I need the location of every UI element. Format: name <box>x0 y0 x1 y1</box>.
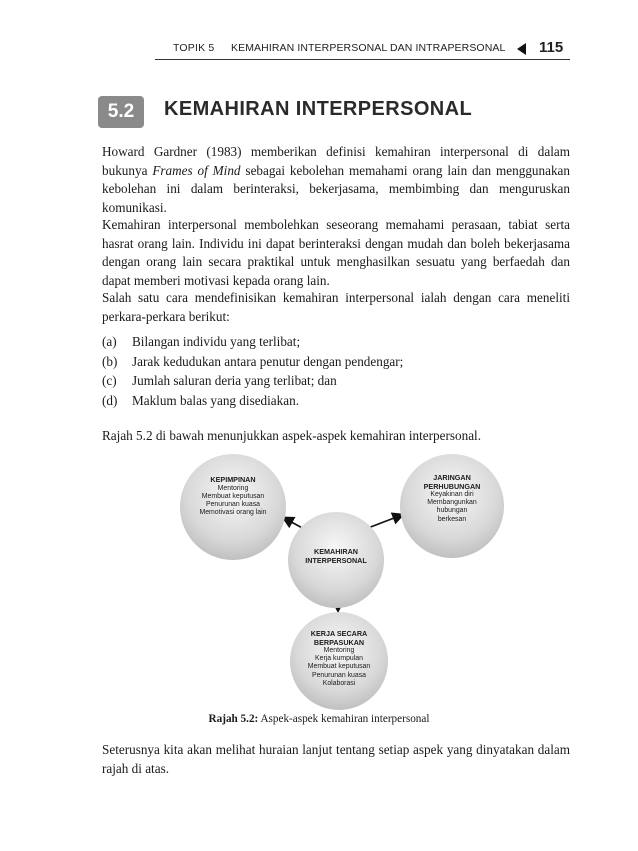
arrow-to-jaringan <box>368 515 402 528</box>
circle-kepimpinan <box>180 454 286 560</box>
circle-item: Membuat keputusan <box>307 663 371 671</box>
circle-title: KEPIMPINAN <box>210 475 256 484</box>
circle-item: Keyakinan diri <box>430 491 474 498</box>
list-item-label: (c) <box>102 373 117 389</box>
circle-item: Penurunan kuasa <box>205 500 261 508</box>
book-title: Frames of Mind <box>152 162 241 178</box>
circle-item: Memotivasi orang lain <box>199 509 267 517</box>
triangle-left-icon <box>517 43 526 55</box>
interpersonal-aspects-diagram <box>178 452 530 710</box>
paragraph-text: Kemahiran interpersonal membolehkan seseorang memahami perasaan, tabiat serta hasrat orang lain. Individu ini dapat berinteraksi dengan mudah dan boleh bekerjasama dengan orang lain secara praktikal untuk menghasilkan sesuatu yang berfaedah dan dapat memberi motivasi kepada orang lain. <box>102 217 570 288</box>
list-item-label: (a) <box>102 334 117 349</box>
list-item-label: (b) <box>102 353 118 369</box>
section-title: KEMAHIRAN INTERPERSONAL <box>164 98 473 120</box>
circle-item: berkesan <box>437 515 467 523</box>
page-number: 115 <box>539 39 564 56</box>
paragraph-interpersonal-benefit <box>102 216 570 290</box>
paragraph-diagram-intro <box>102 427 570 446</box>
circle-item: Kerja kumpulan <box>315 655 363 663</box>
circle-title: BERPASUKAN <box>313 637 365 647</box>
circle-item: Membuat keputusan <box>201 492 265 500</box>
section-number-badge: 5.2 <box>98 96 144 128</box>
paragraph-text: Salah satu cara mendefinisikan kemahiran interpersonal ialah dengan cara meneliti perkara-perkara berikut: <box>102 290 570 324</box>
circle-title: KEMAHIRAN <box>314 547 358 556</box>
list-item-label: (d) <box>102 392 118 408</box>
circle-title: PERHUBUNGAN <box>423 481 481 491</box>
circle-item: Mentoring <box>217 484 249 492</box>
circle-jaringan-perhubungan <box>400 454 504 558</box>
paragraph-text: sebagai kebolehan memahami orang lain dan menggunakan kebolehan ini dalam berinteraksi, bekerjasama, membimbing dan menguruskan komunikasi. <box>102 162 570 215</box>
caption-text: Aspek-aspek kemahiran interpersonal <box>258 713 430 725</box>
list-item-text: Jumlah saluran deria yang terlibat; dan <box>132 373 337 389</box>
criteria-list <box>102 332 570 410</box>
circle-item: Mentoring <box>323 647 355 654</box>
circle-item: hubungan <box>436 507 468 515</box>
paragraph-definition-method <box>102 289 570 326</box>
header-divider <box>155 59 570 60</box>
circle-title: INTERPERSONAL <box>305 555 367 565</box>
list-item <box>102 391 570 411</box>
circle-kerja-berpasukan <box>290 612 388 710</box>
list-item <box>102 332 570 352</box>
list-item <box>102 371 570 391</box>
figure-caption <box>0 713 638 725</box>
list-item-text: Bilangan individu yang terlibat; <box>132 334 301 349</box>
paragraph-gardner-definition <box>102 143 570 217</box>
paragraph-text: Howard Gardner (1983) memberikan definisi kemahiran interpersonal di dalam bukunya <box>102 144 570 178</box>
circle-kemahiran-interpersonal <box>288 512 384 608</box>
header-topic-title: KEMAHIRAN INTERPERSONAL DAN INTRAPERSONAL <box>231 42 506 54</box>
list-item-text: Maklum balas yang disediakan. <box>132 392 300 408</box>
paragraph-next-discussion <box>102 741 570 778</box>
circle-item: Penurunan kuasa <box>311 671 367 679</box>
paragraph-text: Seterusnya kita akan melihat huraian lanjut tentang setiap aspek yang dinyatakan dalam rajah di atas. <box>102 742 570 776</box>
running-header <box>0 38 638 58</box>
circle-title: JARINGAN <box>433 473 471 482</box>
circle-item: Membangunkan <box>427 499 477 507</box>
list-item-text: Jarak kedudukan antara penutur dengan pendengar; <box>132 353 404 369</box>
list-item <box>102 352 570 372</box>
paragraph-text: Rajah 5.2 di bawah menunjukkan aspek-aspek kemahiran interpersonal. <box>102 428 482 443</box>
caption-label: Rajah 5.2: <box>208 713 259 725</box>
circle-title: KERJA SECARA <box>310 629 368 638</box>
header-topic: TOPIK 5 <box>173 42 215 54</box>
circle-item: Kolaborasi <box>322 679 356 687</box>
